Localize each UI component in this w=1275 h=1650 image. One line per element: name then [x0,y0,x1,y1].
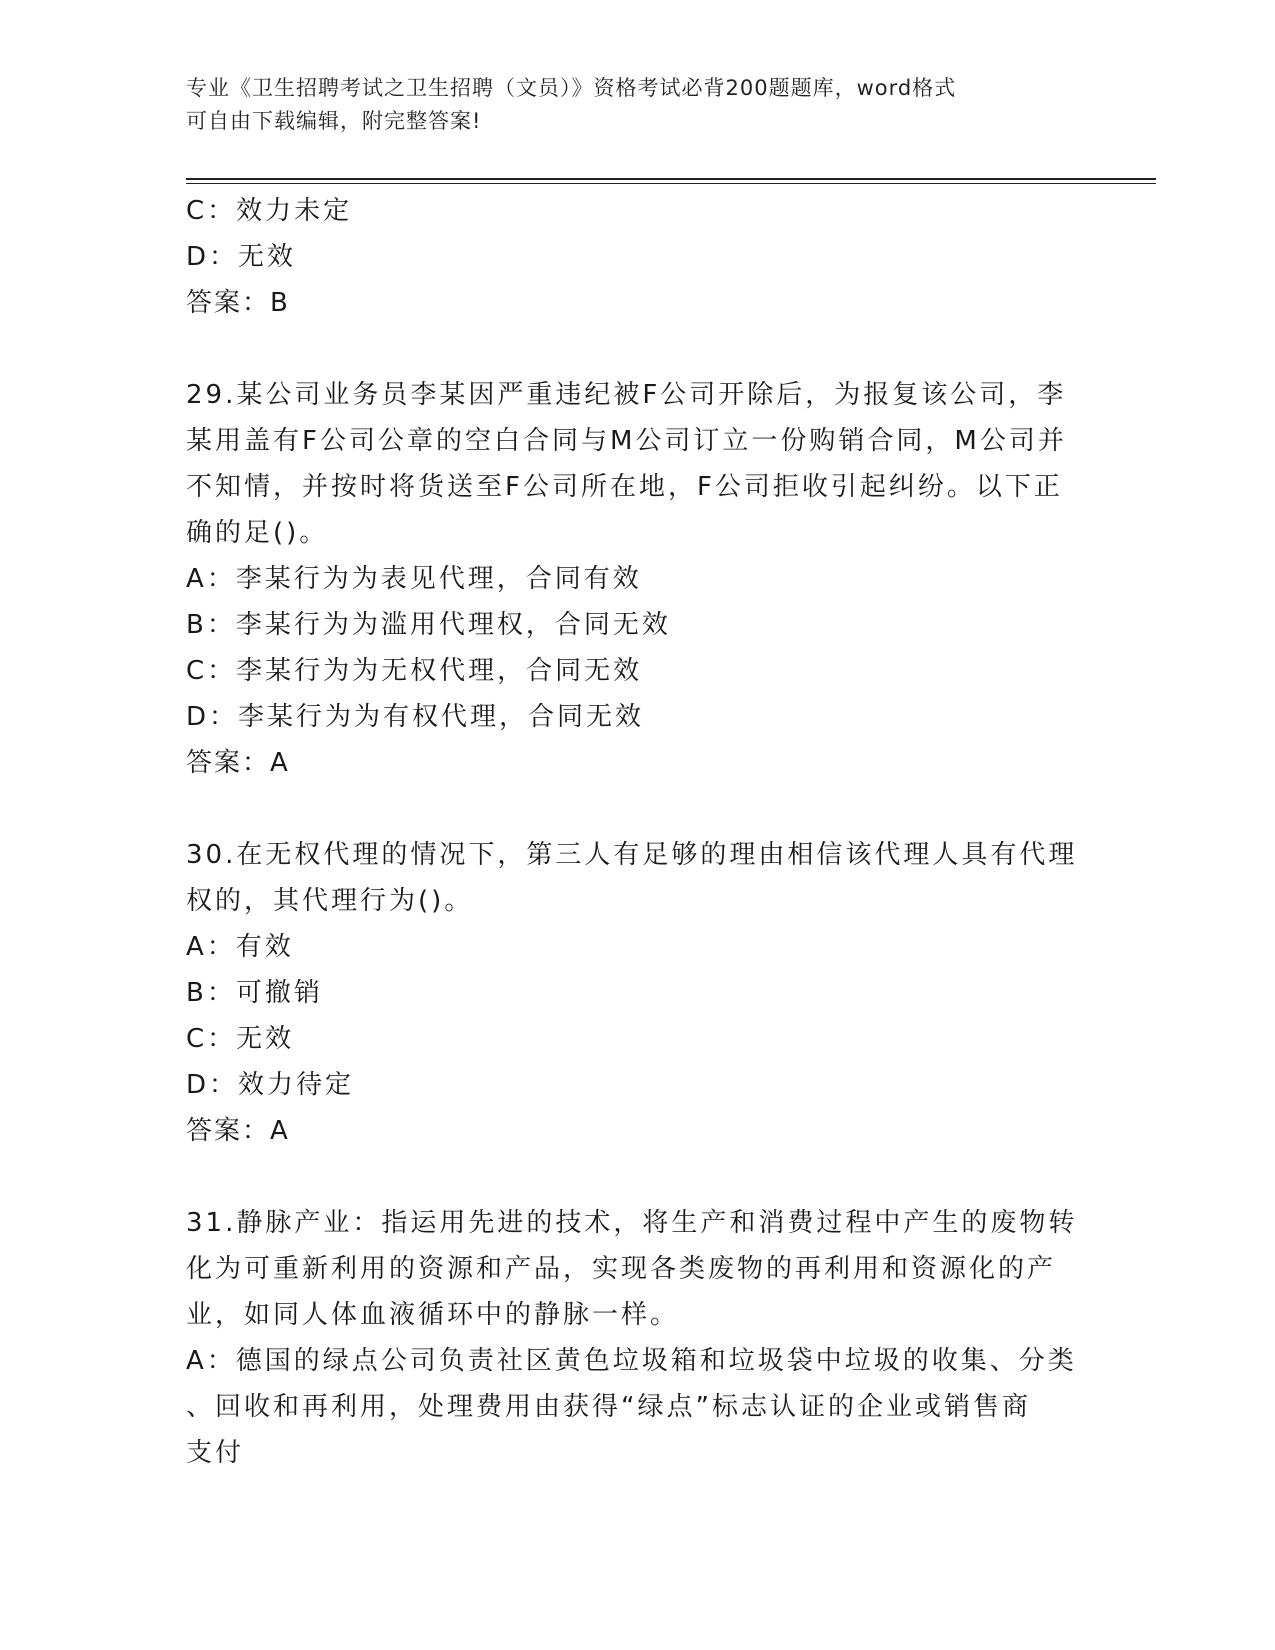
question-text-line: 化为可重新利用的资源和产品，实现各类废物的再利用和资源化的产 [186,1254,1057,1284]
option-a-continued: 、回收和再利用，处理费用由获得“绿点”标志认证的企业或销售商 [186,1392,1031,1422]
question-text-line: 确的足()。 [186,518,329,548]
question-text-line: 不知情，并按时将货送至F公司所在地，F公司拒收引起纠纷。以下正 [186,472,1063,502]
option-d: D：无效 [186,242,297,272]
option-b: B：李某行为为滥用代理权，合同无效 [186,610,671,640]
document-header [186,72,1086,138]
option-a: A：德国的绿点公司负责社区黄色垃圾箱和垃圾袋中垃圾的收集、分类 [186,1346,1077,1376]
option-b: B：可撤销 [186,978,323,1008]
question-28-tail [186,188,1086,326]
option-c: C：李某行为为无权代理，合同无效 [186,656,643,686]
question-30 [186,832,1086,1154]
header-line-1: 专业《卫生招聘考试之卫生招聘（文员）》资格考试必背200题题库，word格式 [186,76,957,100]
question-31 [186,1200,1086,1476]
header-divider-thin [186,183,1156,184]
question-29 [186,372,1086,786]
option-d: D：效力待定 [186,1070,355,1100]
question-text-line: 31.静脉产业：指运用先进的技术，将生产和消费过程中产生的废物转 [186,1208,1078,1238]
option-a-continued: 支付 [186,1438,245,1468]
question-text-line: 权的，其代理行为()。 [186,886,474,916]
option-c: C：效力未定 [186,196,353,226]
header-line-2: 可自由下载编辑，附完整答案! [186,109,482,133]
question-text-line: 29.某公司业务员李某因严重违纪被F公司开除后，为报复该公司，李 [186,380,1067,410]
option-a: A：有效 [186,932,294,962]
header-divider-thick [186,178,1156,180]
answer: 答案：A [186,1116,290,1146]
option-a: A：李某行为为表见代理，合同有效 [186,564,642,594]
question-text-line: 30.在无权代理的情况下，第三人有足够的理由相信该代理人具有代理 [186,840,1078,870]
question-text-line: 业，如同人体血液循环中的静脉一样。 [186,1300,680,1330]
option-c: C：无效 [186,1024,295,1054]
answer: 答案：B [186,288,290,318]
option-d: D：李某行为为有权代理，合同无效 [186,702,645,732]
document-body [186,188,1086,1476]
answer: 答案：A [186,748,290,778]
question-text-line: 某用盖有F公司公章的空白合同与M公司订立一份购销合同，M公司并 [186,426,1067,456]
